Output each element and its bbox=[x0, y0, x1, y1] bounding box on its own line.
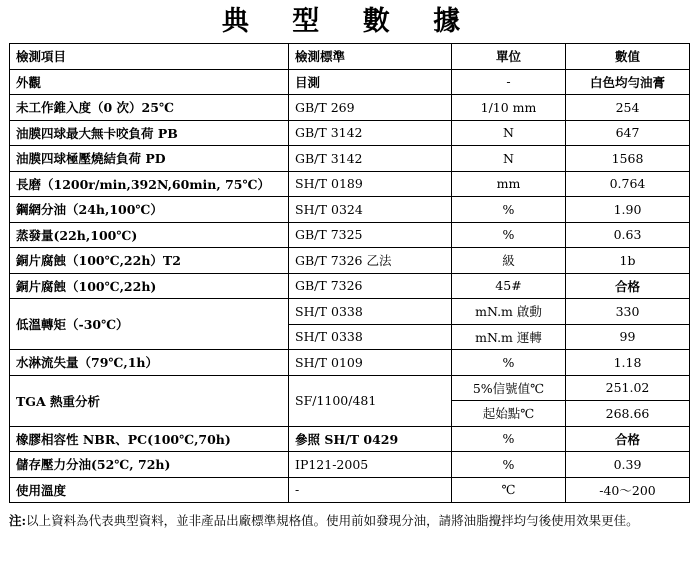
row-unit: N bbox=[452, 120, 566, 146]
table-row bbox=[10, 248, 690, 274]
row-unit: % bbox=[452, 452, 566, 478]
row-item: 儲存壓力分油(52℃, 72h) bbox=[10, 452, 289, 478]
header-item: 檢測項目 bbox=[10, 44, 289, 70]
table-row bbox=[10, 222, 690, 248]
row-value: 0.39 bbox=[566, 452, 690, 478]
header-standard: 檢測標準 bbox=[289, 44, 452, 70]
row-unit: - bbox=[452, 69, 566, 95]
row-item: 使用溫度 bbox=[10, 477, 289, 503]
header-unit: 單位 bbox=[452, 44, 566, 70]
row-unit: % bbox=[452, 197, 566, 223]
row-value: 1568 bbox=[566, 146, 690, 172]
row-standard: GB/T 269 bbox=[289, 95, 452, 121]
row-unit: 起始點℃ bbox=[452, 401, 566, 427]
table-row bbox=[10, 299, 690, 325]
row-unit: 級 bbox=[452, 248, 566, 274]
row-item: 鋼網分油（24h,100℃） bbox=[10, 197, 289, 223]
row-value: -40～200 bbox=[566, 477, 690, 503]
row-unit: 45# bbox=[452, 273, 566, 299]
row-item: 油膜四球最大無卡咬負荷 PB bbox=[10, 120, 289, 146]
row-standard: 目測 bbox=[289, 69, 452, 95]
row-item: 蒸發量(22h,100℃) bbox=[10, 222, 289, 248]
row-value: 0.63 bbox=[566, 222, 690, 248]
row-value: 1b bbox=[566, 248, 690, 274]
row-standard: GB/T 7325 bbox=[289, 222, 452, 248]
table-row bbox=[10, 426, 690, 452]
row-value: 330 bbox=[566, 299, 690, 325]
row-value: 合格 bbox=[566, 273, 690, 299]
row-value: 1.18 bbox=[566, 350, 690, 376]
row-unit: % bbox=[452, 350, 566, 376]
footnote-text: 以上資料為代表典型資料，並非產品出廠標準規格值。使用前如發現分油，請將油脂攪拌均勻後使用效果更佳。 bbox=[26, 513, 639, 528]
row-standard: GB/T 3142 bbox=[289, 120, 452, 146]
row-value: 1.90 bbox=[566, 197, 690, 223]
header-value: 數值 bbox=[566, 44, 690, 70]
table-header-row bbox=[10, 44, 690, 70]
row-value: 白色均勻油膏 bbox=[566, 69, 690, 95]
table-row bbox=[10, 171, 690, 197]
table-row bbox=[10, 375, 690, 401]
table-row bbox=[10, 95, 690, 121]
row-item: 水淋流失量（79℃,1h） bbox=[10, 350, 289, 376]
row-item: 銅片腐蝕（100℃,22h) bbox=[10, 273, 289, 299]
row-unit: N bbox=[452, 146, 566, 172]
row-unit: mN.m 運轉 bbox=[452, 324, 566, 350]
row-standard: SF/1100/481 bbox=[289, 375, 452, 426]
row-value: 0.764 bbox=[566, 171, 690, 197]
row-unit: % bbox=[452, 426, 566, 452]
row-unit: ℃ bbox=[452, 477, 566, 503]
footnote-label: 注: bbox=[9, 513, 27, 528]
table-row bbox=[10, 120, 690, 146]
row-value: 251.02 bbox=[566, 375, 690, 401]
table-row bbox=[10, 273, 690, 299]
table-row bbox=[10, 452, 690, 478]
row-item: 外觀 bbox=[10, 69, 289, 95]
row-standard: SH/T 0109 bbox=[289, 350, 452, 376]
row-value: 268.66 bbox=[566, 401, 690, 427]
row-item: 橡膠相容性 NBR、PC(100℃,70h) bbox=[10, 426, 289, 452]
row-standard: - bbox=[289, 477, 452, 503]
row-item: 油膜四球極壓燒結負荷 PD bbox=[10, 146, 289, 172]
row-unit: 1/10 mm bbox=[452, 95, 566, 121]
row-value: 合格 bbox=[566, 426, 690, 452]
row-value: 254 bbox=[566, 95, 690, 121]
row-item: 銅片腐蝕（100℃,22h）T2 bbox=[10, 248, 289, 274]
row-unit: % bbox=[452, 222, 566, 248]
page-title: 典 型 數 據 bbox=[221, 6, 478, 37]
row-item: 未工作錐入度（0 次）25℃ bbox=[10, 95, 289, 121]
table-row bbox=[10, 69, 690, 95]
table-row bbox=[10, 350, 690, 376]
row-unit: mm bbox=[452, 171, 566, 197]
row-standard: SH/T 0338 bbox=[289, 324, 452, 350]
typical-data-table bbox=[9, 43, 690, 503]
row-standard: GB/T 7326 bbox=[289, 273, 452, 299]
row-item: TGA 熱重分析 bbox=[10, 375, 289, 426]
row-standard: IP121-2005 bbox=[289, 452, 452, 478]
table-row bbox=[10, 197, 690, 223]
footnote bbox=[9, 508, 689, 534]
row-standard: GB/T 3142 bbox=[289, 146, 452, 172]
row-standard: GB/T 7326 乙法 bbox=[289, 248, 452, 274]
table-row bbox=[10, 477, 690, 503]
row-value: 647 bbox=[566, 120, 690, 146]
row-unit: mN.m 啟動 bbox=[452, 299, 566, 325]
row-item: 低溫轉矩（-30℃） bbox=[10, 299, 289, 350]
row-standard: SH/T 0189 bbox=[289, 171, 452, 197]
row-standard: 參照 SH/T 0429 bbox=[289, 426, 452, 452]
table-row bbox=[10, 146, 690, 172]
row-standard: SH/T 0324 bbox=[289, 197, 452, 223]
row-value: 99 bbox=[566, 324, 690, 350]
row-standard: SH/T 0338 bbox=[289, 299, 452, 325]
row-item: 長磨（1200r/min,392N,60min, 75℃） bbox=[10, 171, 289, 197]
row-unit: 5%信號值℃ bbox=[452, 375, 566, 401]
